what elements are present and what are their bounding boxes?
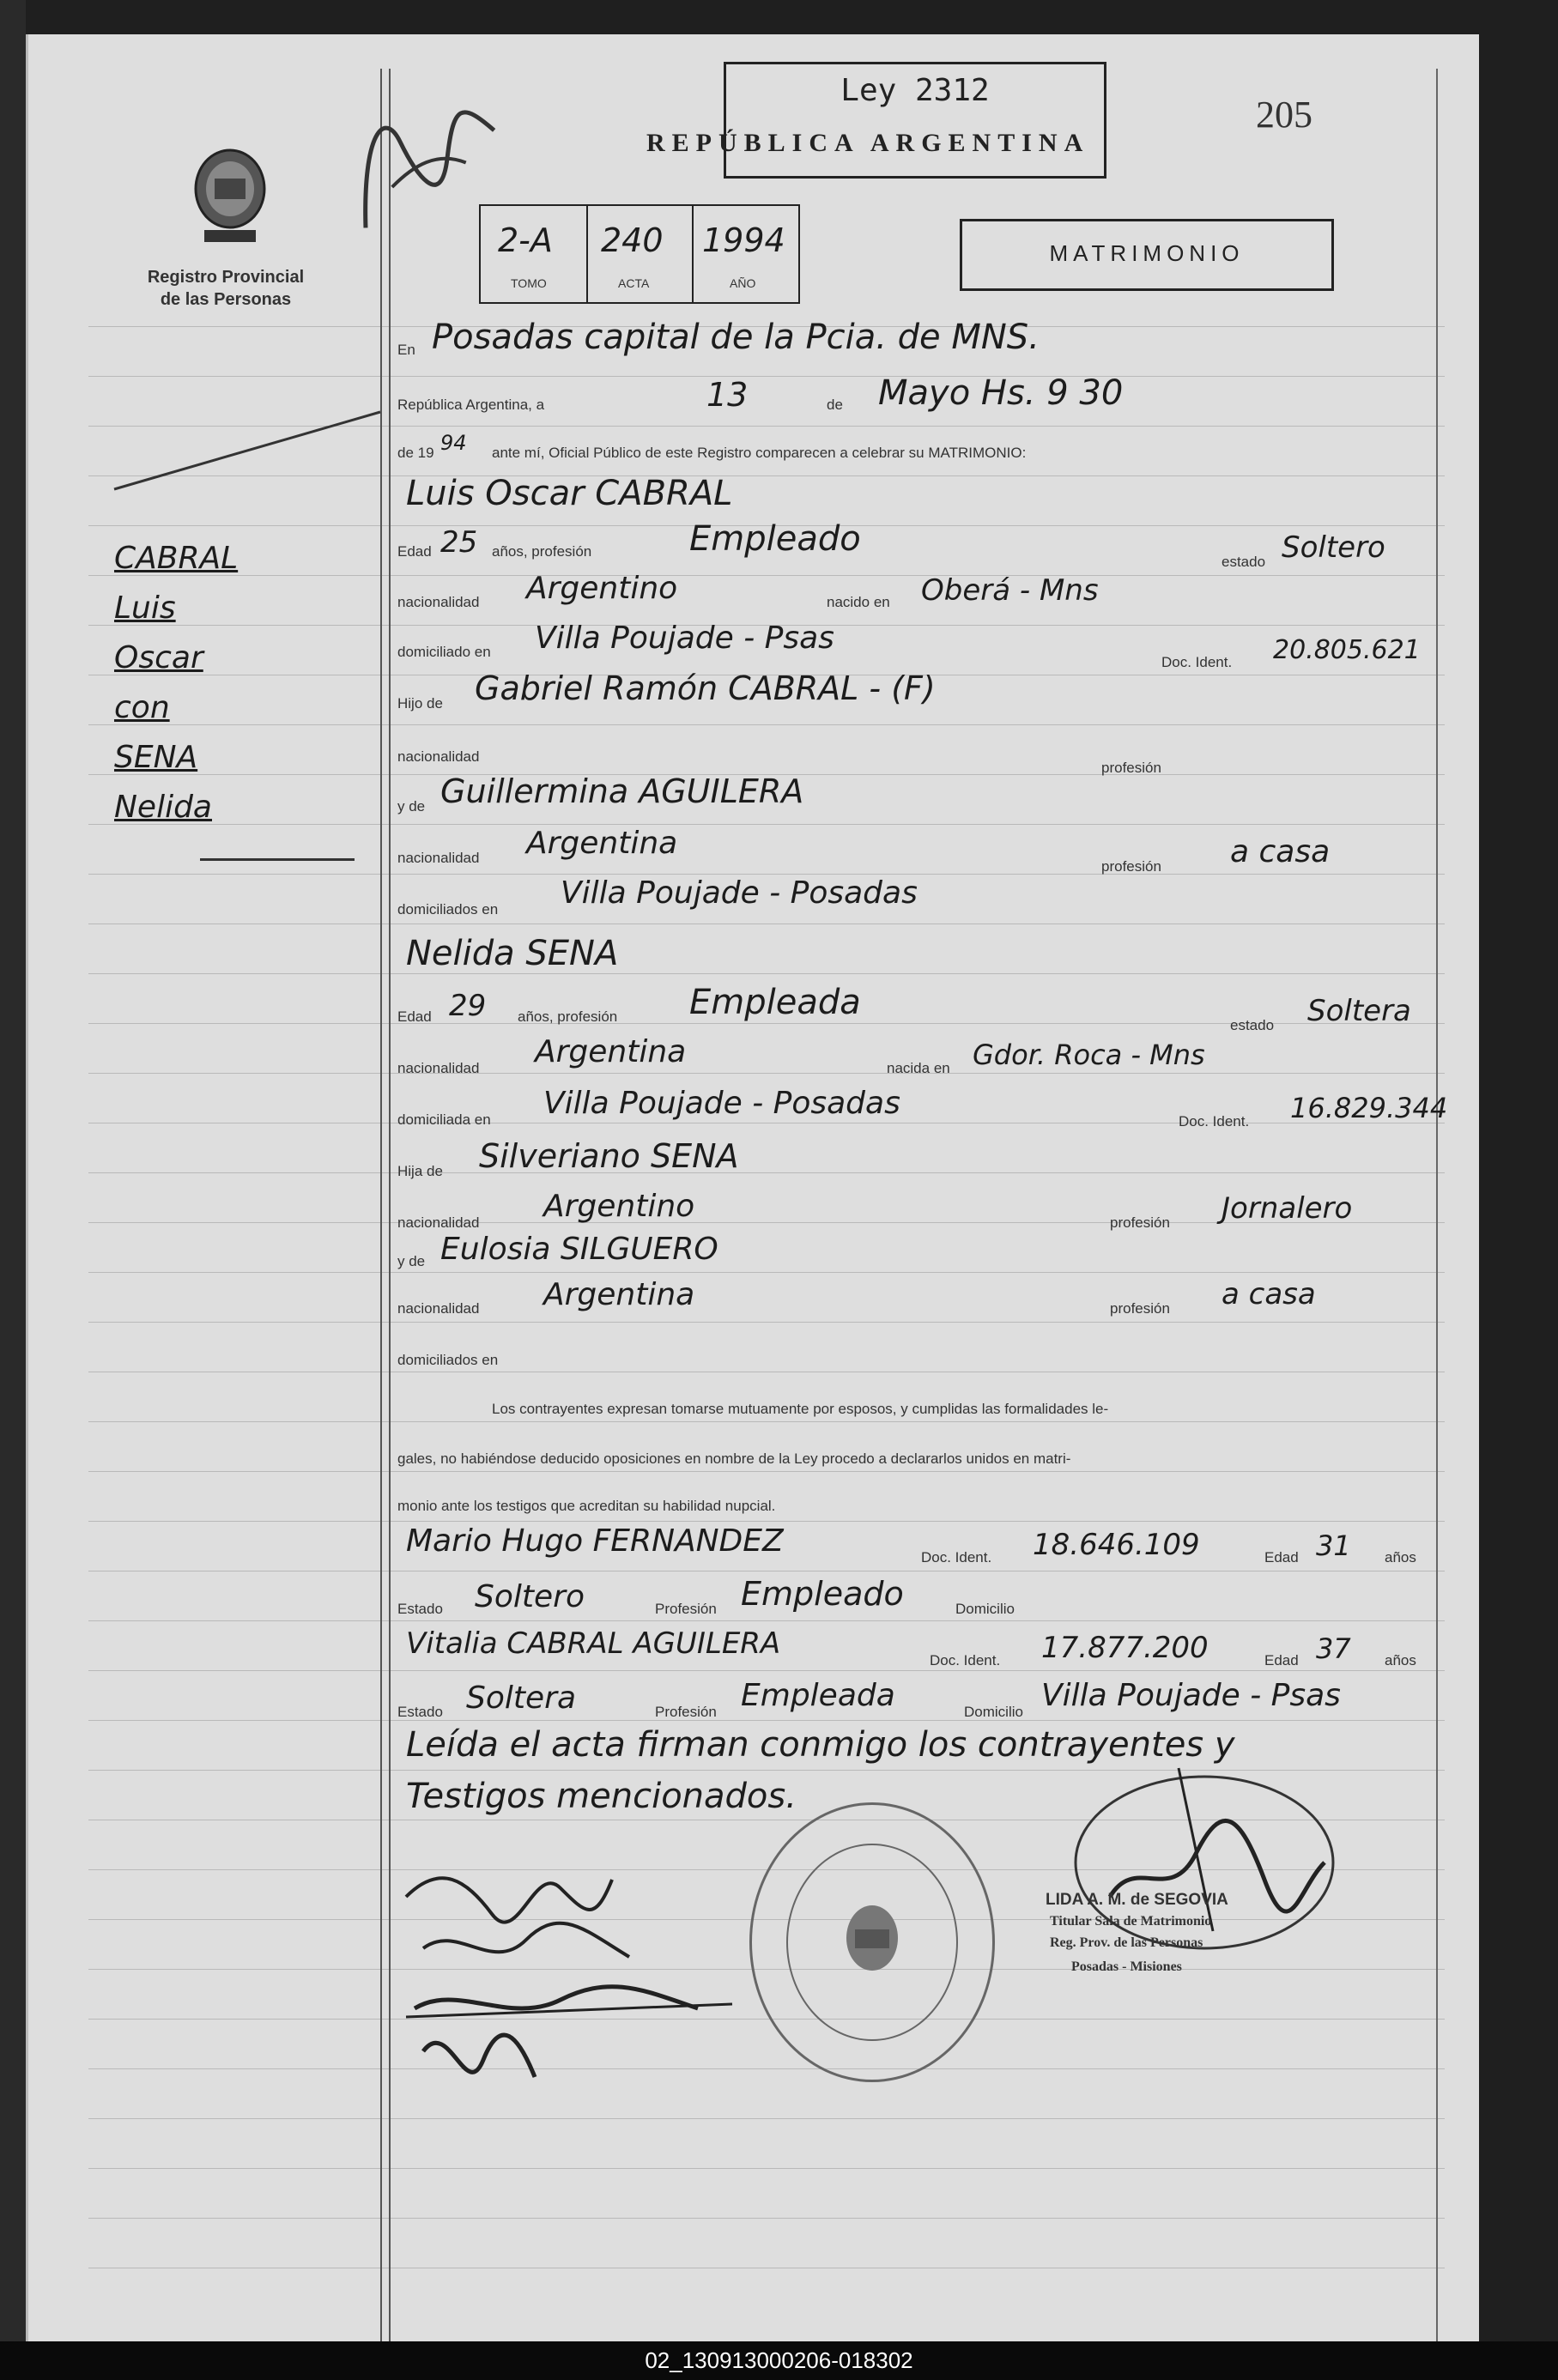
label-en: En xyxy=(397,342,415,358)
label-groom-nacido: nacido en xyxy=(827,594,890,610)
hand-groom-mother-nat: Argentina xyxy=(526,826,678,861)
label-bride-nac: nacionalidad xyxy=(397,1060,480,1076)
ruled-line xyxy=(88,824,1445,825)
tomo-value: 2-A xyxy=(498,221,553,259)
document-page xyxy=(26,34,1479,2343)
hand-w1-estado: Soltero xyxy=(475,1579,585,1614)
label-w2-anos: años xyxy=(1385,1652,1416,1668)
party-signatures xyxy=(389,1845,749,2154)
hand-bride-born: Gdor. Roca - Mns xyxy=(973,1039,1205,1071)
ruled-line xyxy=(88,2019,1445,2020)
hand-bride-age: 29 xyxy=(449,989,487,1023)
ruled-line xyxy=(88,2068,1445,2069)
hand-bride-father: Silveriano SENA xyxy=(479,1137,739,1175)
hand-bride-prof: Empleada xyxy=(689,983,861,1022)
hand-groom-dom: Villa Poujade - Psas xyxy=(535,621,834,656)
margin-name: Nelida xyxy=(114,790,212,825)
label-groom-mother-prof: profesión xyxy=(1101,858,1161,875)
para-line1: Los contrayentes expresan tomarse mutuamente por esposos, y cumplidas las formalidades le- xyxy=(492,1401,1109,1417)
label-ante-mi: ante mí, Oficial Público de este Registro comparecen a celebrar su MATRIMONIO: xyxy=(492,445,1027,461)
hand-year: 94 xyxy=(440,431,467,455)
hand-groom-estado: Soltero xyxy=(1282,530,1385,565)
hand-w2-prof: Empleada xyxy=(741,1678,895,1713)
label-w1-estado: Estado xyxy=(397,1601,443,1617)
law-stamp-text: Ley 2312 xyxy=(840,73,990,108)
hand-w2-doc: 17.877.200 xyxy=(1041,1631,1209,1665)
label-bride-y-de: y de xyxy=(397,1253,426,1269)
hand-groom-age: 25 xyxy=(440,525,478,560)
label-groom-estado: estado xyxy=(1222,554,1266,570)
label-groom-parents-dom: domiciliados en xyxy=(397,901,499,917)
seal-emblem-icon xyxy=(838,1899,906,1985)
official-seal xyxy=(749,1802,995,2082)
ruled-line xyxy=(88,1073,1445,1074)
hand-closing-1: Leída el acta firman conmigo los contrayentes y xyxy=(406,1725,1235,1765)
hand-bride-doc: 16.829.344 xyxy=(1290,1092,1448,1124)
margin-name: SENA xyxy=(114,740,198,775)
document-type-box xyxy=(960,219,1334,291)
label-hija-de: Hija de xyxy=(397,1163,443,1179)
margin-name: con xyxy=(114,690,170,725)
margin-end-line xyxy=(200,858,355,861)
para-line2: gales, no habiéndose deducido oposiciones en nombre de la Ley procedo a declararlos unidos en matri- xyxy=(397,1450,1071,1467)
label-de-19: de 19 xyxy=(397,445,434,461)
ruled-line xyxy=(88,2218,1445,2219)
ano-value: 1994 xyxy=(702,221,785,259)
record-index-box xyxy=(479,204,800,304)
hand-w1-age: 31 xyxy=(1316,1529,1351,1562)
para-line3: monio ante los testigos que acreditan su habilidad nupcial. xyxy=(397,1498,776,1514)
margin-name: CABRAL xyxy=(114,541,239,576)
hand-groom-prof: Empleado xyxy=(689,519,861,559)
ruled-line xyxy=(88,575,1445,576)
label-bride-father-nac: nacionalidad xyxy=(397,1214,480,1231)
hand-groom-father: Gabriel Ramón CABRAL - (F) xyxy=(475,669,936,707)
hand-w1-doc: 18.646.109 xyxy=(1033,1528,1200,1562)
label-bride-father-prof: profesión xyxy=(1110,1214,1170,1231)
ruled-line xyxy=(88,1720,1445,1721)
hand-month-hour: Mayo Hs. 9 30 xyxy=(878,373,1124,413)
label-w1-dom: Domicilio xyxy=(955,1601,1015,1617)
hand-w1-name: Mario Hugo FERNANDEZ xyxy=(406,1523,784,1559)
margin-name: Oscar xyxy=(114,640,203,675)
label-w2-dom: Domicilio xyxy=(964,1704,1023,1720)
ruled-line xyxy=(88,1670,1445,1671)
label-groom-mother-nac: nacionalidad xyxy=(397,850,480,866)
label-w2-prof: Profesión xyxy=(655,1704,717,1720)
law-stamp xyxy=(724,62,1106,179)
ruled-line xyxy=(88,874,1445,875)
hand-groom-mother-prof: a casa xyxy=(1230,834,1331,869)
label-bride-mother-nac: nacionalidad xyxy=(397,1300,480,1317)
label-groom-y-de: y de xyxy=(397,798,426,815)
registry-name-line1: Registro Provincial xyxy=(147,268,305,287)
label-republica: República Argentina, a xyxy=(397,397,545,413)
ano-label: AÑO xyxy=(730,276,756,290)
document-type: MATRIMONIO xyxy=(1049,240,1245,266)
hand-groom-nat: Argentino xyxy=(526,571,678,606)
hand-w1-prof: Empleado xyxy=(741,1575,904,1613)
label-bride-parents-dom: domiciliados en xyxy=(397,1352,499,1368)
margin-strike-line xyxy=(106,378,389,498)
label-bride-edad: Edad xyxy=(397,1008,432,1025)
label-bride-anos-profesion: años, profesión xyxy=(518,1008,618,1025)
label-bride-mother-prof: profesión xyxy=(1110,1300,1170,1317)
ruled-line xyxy=(88,1272,1445,1273)
label-w1-edad: Edad xyxy=(1264,1549,1299,1565)
hand-groom-name: Luis Oscar CABRAL xyxy=(406,474,733,513)
label-hijo-de: Hijo de xyxy=(397,695,443,712)
ruled-line xyxy=(88,2168,1445,2169)
ruled-line xyxy=(88,1521,1445,1522)
label-bride-nacida: nacida en xyxy=(887,1060,950,1076)
label-bride-estado: estado xyxy=(1230,1017,1275,1033)
hand-bride-mother-nat: Argentina xyxy=(543,1277,695,1312)
hand-w2-age: 37 xyxy=(1316,1632,1351,1665)
label-groom-dom: domiciliado en xyxy=(397,644,491,660)
acta-value: 240 xyxy=(601,221,664,259)
ruled-line xyxy=(88,2118,1445,2119)
hand-bride-dom: Villa Poujade - Posadas xyxy=(543,1086,900,1121)
label-groom-doc: Doc. Ident. xyxy=(1161,654,1233,670)
officer-city: Posadas - Misiones xyxy=(1071,1959,1182,1974)
registry-name-line2: de las Personas xyxy=(160,290,292,309)
hand-groom-born: Oberá - Mns xyxy=(921,573,1099,608)
hand-w2-name: Vitalia CABRAL AGUILERA xyxy=(406,1626,781,1661)
label-w2-edad: Edad xyxy=(1264,1652,1299,1668)
officer-title: Titular Sala de Matrimonio xyxy=(1050,1914,1212,1929)
label-groom-anos-profesion: años, profesión xyxy=(492,543,592,560)
label-w2-estado: Estado xyxy=(397,1704,443,1720)
label-w2-doc: Doc. Ident. xyxy=(930,1652,1001,1668)
republic-title: REPÚBLICA ARGENTINA xyxy=(646,129,1090,157)
hand-w2-dom: Villa Poujade - Psas xyxy=(1041,1678,1341,1713)
hand-bride-father-prof: Jornalero xyxy=(1222,1191,1353,1226)
hand-groom-parents-dom: Villa Poujade - Posadas xyxy=(561,875,918,911)
margin-line-right xyxy=(1436,69,1438,2343)
hand-bride-nat: Argentina xyxy=(535,1034,687,1069)
ruled-line xyxy=(88,1471,1445,1472)
ruled-line xyxy=(88,1172,1445,1173)
ruled-line xyxy=(88,1322,1445,1323)
ruled-line xyxy=(88,1620,1445,1621)
label-groom-father-prof: profesión xyxy=(1101,760,1161,776)
label-groom-nac: nacionalidad xyxy=(397,594,480,610)
hand-bride-mother: Eulosia SILGUERO xyxy=(440,1232,718,1267)
binding-edge xyxy=(0,0,26,2380)
provincial-emblem-icon xyxy=(179,137,282,249)
hand-day: 13 xyxy=(706,376,749,414)
officer-office: Reg. Prov. de las Personas xyxy=(1050,1935,1203,1950)
label-bride-doc: Doc. Ident. xyxy=(1179,1113,1250,1129)
ruled-line xyxy=(88,1421,1445,1422)
hand-bride-father-nat: Argentino xyxy=(543,1189,695,1224)
hand-bride-estado: Soltera xyxy=(1307,994,1411,1028)
label-groom-father-nac: nacionalidad xyxy=(397,748,480,765)
label-de: de xyxy=(827,397,843,413)
label-bride-dom: domiciliada en xyxy=(397,1111,491,1128)
tomo-label: TOMO xyxy=(511,276,547,290)
label-w1-doc: Doc. Ident. xyxy=(921,1549,992,1565)
acta-label: ACTA xyxy=(618,276,650,290)
hand-groom-doc: 20.805.621 xyxy=(1273,635,1421,665)
officer-name: LIDA A. M. de SEGOVIA xyxy=(1046,1891,1228,1909)
hand-closing-2: Testigos mencionados. xyxy=(406,1777,797,1816)
ruled-line xyxy=(88,724,1445,725)
ruled-line xyxy=(88,1571,1445,1572)
file-id-footer: 02_130913000206-018302 xyxy=(0,2341,1558,2380)
ruled-line xyxy=(88,376,1445,377)
hand-bride-name: Nelida SENA xyxy=(406,934,619,973)
margin-name: Luis xyxy=(114,590,176,626)
label-groom-edad: Edad xyxy=(397,543,432,560)
hand-w2-estado: Soltera xyxy=(466,1681,577,1716)
label-w1-prof: Profesión xyxy=(655,1601,717,1617)
label-w1-anos: años xyxy=(1385,1549,1416,1565)
hand-bride-mother-prof: a casa xyxy=(1222,1277,1316,1311)
page-number: 205 xyxy=(1256,94,1312,136)
hand-place: Posadas capital de la Pcia. de MNS. xyxy=(432,318,1040,357)
ruled-line xyxy=(88,973,1445,974)
hand-groom-mother: Guillermina AGUILERA xyxy=(440,772,804,810)
